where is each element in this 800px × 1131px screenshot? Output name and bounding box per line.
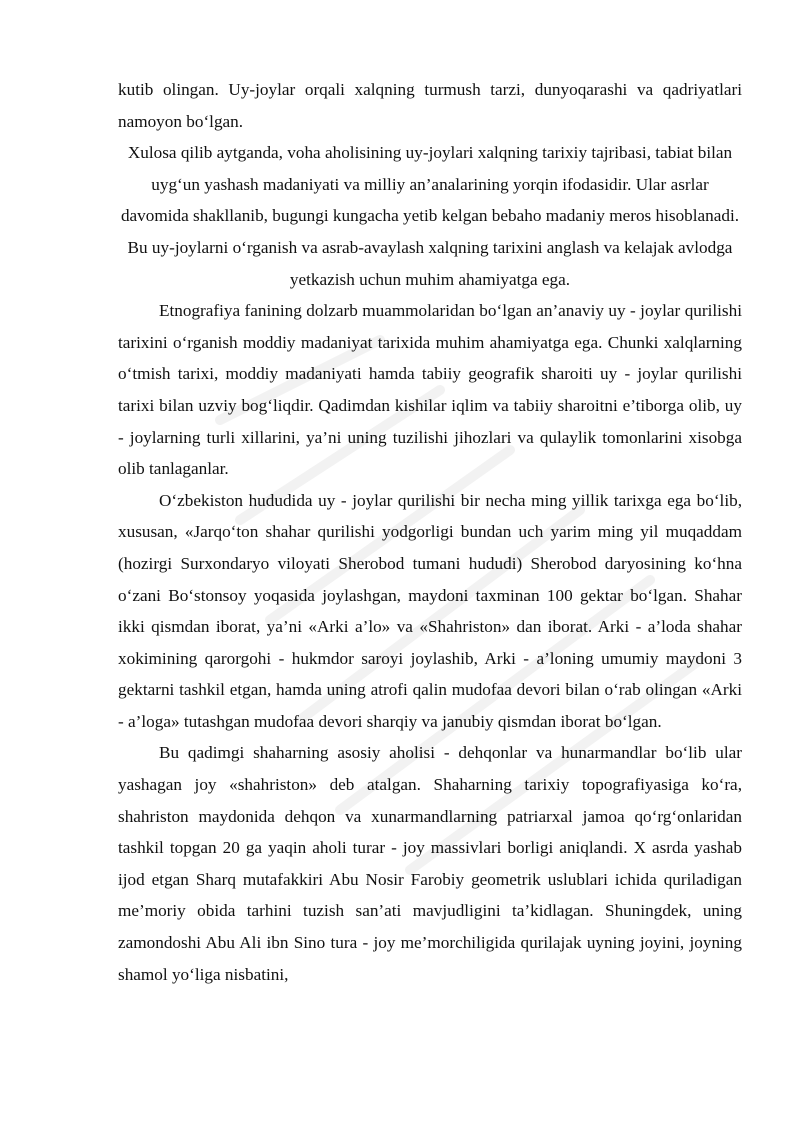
document-body	[118, 74, 742, 990]
paragraph-shahriston: Bu qadimgi shaharning asosiy aholisi - dehqonlar va hunarmandlar bo‘lib ular yashagan joy «shahriston» deb atalgan. Shaharning tarixiy topografiyasiga ko‘ra, shahriston maydonida dehqon va xunarmandlarning patriarxal jamoa qo‘rg‘onlaridan tashkil topgan 20 ga yaqin aholi turar - joy massivlari borligi aniqlandi. X asrda yashab ijod etgan Sharq mutafakkiri Abu Nosir Farobiy geometrik uslublari ichida quriladigan me’moriy obida tarhini tuzish san’ati mavjudligini ta’kidlagan. Shuningdek, uning zamondoshi Abu Ali ibn Sino tura - joy me’morchiligida qurilajak uyning joyini, joyning shamol yo‘liga nisbatini,	[118, 743, 742, 984]
paragraph-ethnography: Etnografiya fanining dolzarb muammolaridan bo‘lgan an’anaviy uy - joylar qurilishi tarixini o‘rganish moddiy madaniyat tarixida muhim ahamiyatga ega. Chunki xalqlarning o‘tmish tarixi, moddiy madaniyati hamda tabiiy geografik sharoiti uy - joylar qurilishi tarixi bilan uzviy bog‘liqdir. Qadimdan kishilar iqlim va tabiiy sharoitni e’tiborga olib, uy - joylarning turli xillarini, ya’ni uning tuzilishi jihozlari va qulaylik tomonlarini xisobga olib tanlaganlar.	[118, 301, 742, 479]
paragraph-conclusion: Xulosa qilib aytganda, voha aholisining uy-joylari xalqning tarixiy tajribasi, tabiat bilan uyg‘un yashash madaniyati va milliy an’analarining yorqin ifodasidir. Ular asrlar davomida shakllanib, bugungi kungacha yetib kelgan bebaho madaniy meros hisoblanadi. Bu uy-joylarni o‘rganish va asrab-avaylash xalqning tarixini anglash va kelajak avlodga yetkazish uchun muhim ahamiyatga ega.	[120, 143, 740, 289]
paragraph-continuation: kutib olingan. Uy-joylar orqali xalqning turmush tarzi, dunyoqarashi va qadriyatlari namoyon bo‘lgan.	[118, 80, 742, 131]
paragraph-jarqoton: O‘zbekiston hududida uy - joylar qurilishi bir necha ming yillik tarixga ega bo‘lib, xususan, «Jarqo‘ton shahar qurilishi yodgorligi bundan uch yarim ming yil muqaddam (hozirgi Surxondaryo viloyati Sherobod tumani hududi) Sherobod daryosining ko‘hna o‘zani Bo‘stonsoy yoqasida joylashgan, maydoni taxminan 100 gektar bo‘lgan. Shahar ikki qismdan iborat, ya’ni «Arki a’lo» va «Shahriston» dan iborat. Arki - a’loda shahar xokimining qarorgohi - hukmdor saroyi joylashib, Arki - a’loning umumiy maydoni 3 gektarni tashkil etgan, hamda uning atrofi qalin mudofaa devori bilan o‘rab olingan «Arki - a’loga» tutashgan mudofaa devori sharqiy va janubiy qismdan iborat bo‘lgan.	[118, 490, 742, 731]
